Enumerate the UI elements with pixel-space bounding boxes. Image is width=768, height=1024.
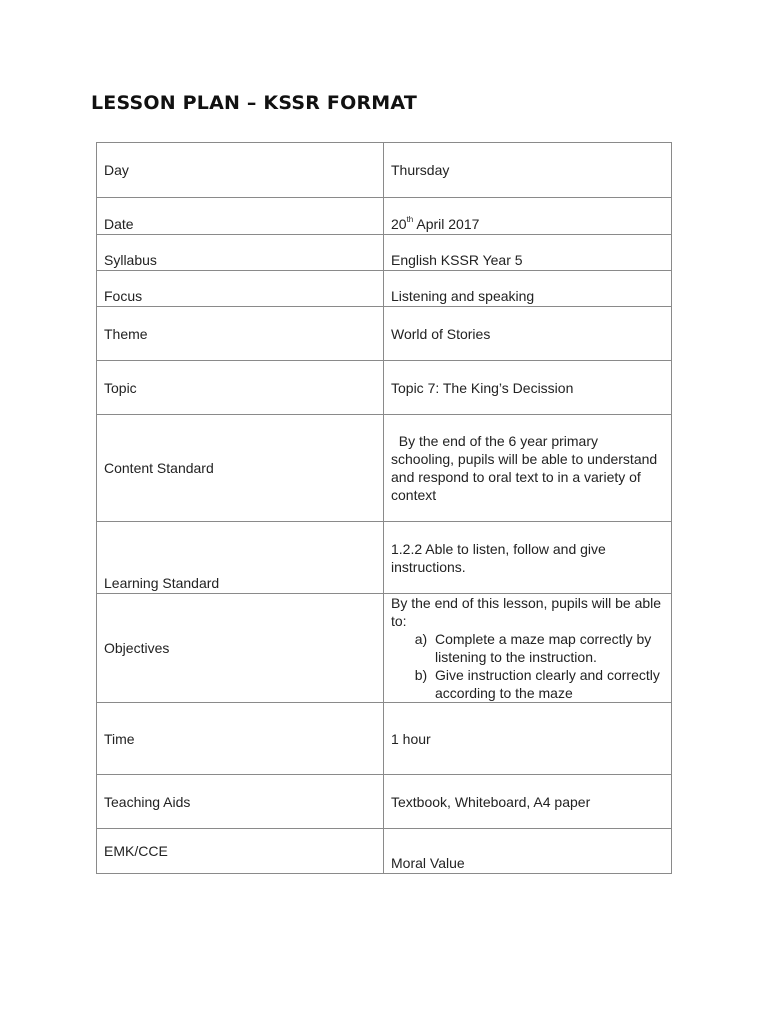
date-label: Date [97, 198, 384, 235]
table-row-content-standard [97, 415, 672, 522]
learning-standard-value: 1.2.2 Able to listen, follow and give instructions. [384, 522, 672, 594]
date-suffix: th [406, 215, 414, 224]
time-label: Time [97, 703, 384, 775]
focus-label: Focus [97, 271, 384, 307]
syllabus-label: Syllabus [97, 235, 384, 271]
table-row-time [97, 703, 672, 775]
syllabus-value: English KSSR Year 5 [384, 235, 672, 271]
teaching-aids-value: Textbook, Whiteboard, A4 paper [384, 775, 672, 829]
content-standard-value: By the end of the 6 year primary schooling, pupils will be able to understand and respond to oral text to in a variety of context [384, 415, 672, 522]
table-row-objectives [97, 594, 672, 703]
objectives-label: Objectives [97, 594, 384, 703]
date-rest: April 2017 [413, 216, 480, 232]
objectives-intro: By the end of this lesson, pupils will be able to: [391, 595, 662, 629]
emk-value: Moral Value [384, 829, 672, 874]
content-standard-label: Content Standard [97, 415, 384, 522]
table-row-focus [97, 271, 672, 307]
table-row-theme [97, 307, 672, 361]
table-row-learning-standard [97, 522, 672, 594]
emk-label: EMK/CCE [97, 829, 384, 874]
table-row-emk [97, 829, 672, 874]
table-row-topic [97, 361, 672, 415]
objectives-value [384, 594, 672, 703]
day-label: Day [97, 143, 384, 198]
topic-value: Topic 7: The King’s Decission [384, 361, 672, 415]
date-day: 20 [391, 216, 407, 232]
learning-standard-label: Learning Standard [97, 522, 384, 594]
objective-item-b: b. Give instruction clearly and correctly according to the maze [435, 666, 664, 702]
day-value: Thursday [384, 143, 672, 198]
table-row-date [97, 198, 672, 235]
page-title: LESSON PLAN – KSSR FORMAT [91, 92, 417, 114]
table-row-teaching-aids [97, 775, 672, 829]
theme-value: World of Stories [384, 307, 672, 361]
focus-value: Listening and speaking [384, 271, 672, 307]
objectives-list [391, 630, 664, 702]
objective-item-a: a. Complete a maze map correctly by listening to the instruction. [435, 630, 664, 666]
theme-label: Theme [97, 307, 384, 361]
table-row-day [97, 143, 672, 198]
topic-label: Topic [97, 361, 384, 415]
time-value: 1 hour [384, 703, 672, 775]
lesson-plan-table [96, 142, 672, 874]
table-row-syllabus [97, 235, 672, 271]
teaching-aids-label: Teaching Aids [97, 775, 384, 829]
date-value [384, 198, 672, 235]
